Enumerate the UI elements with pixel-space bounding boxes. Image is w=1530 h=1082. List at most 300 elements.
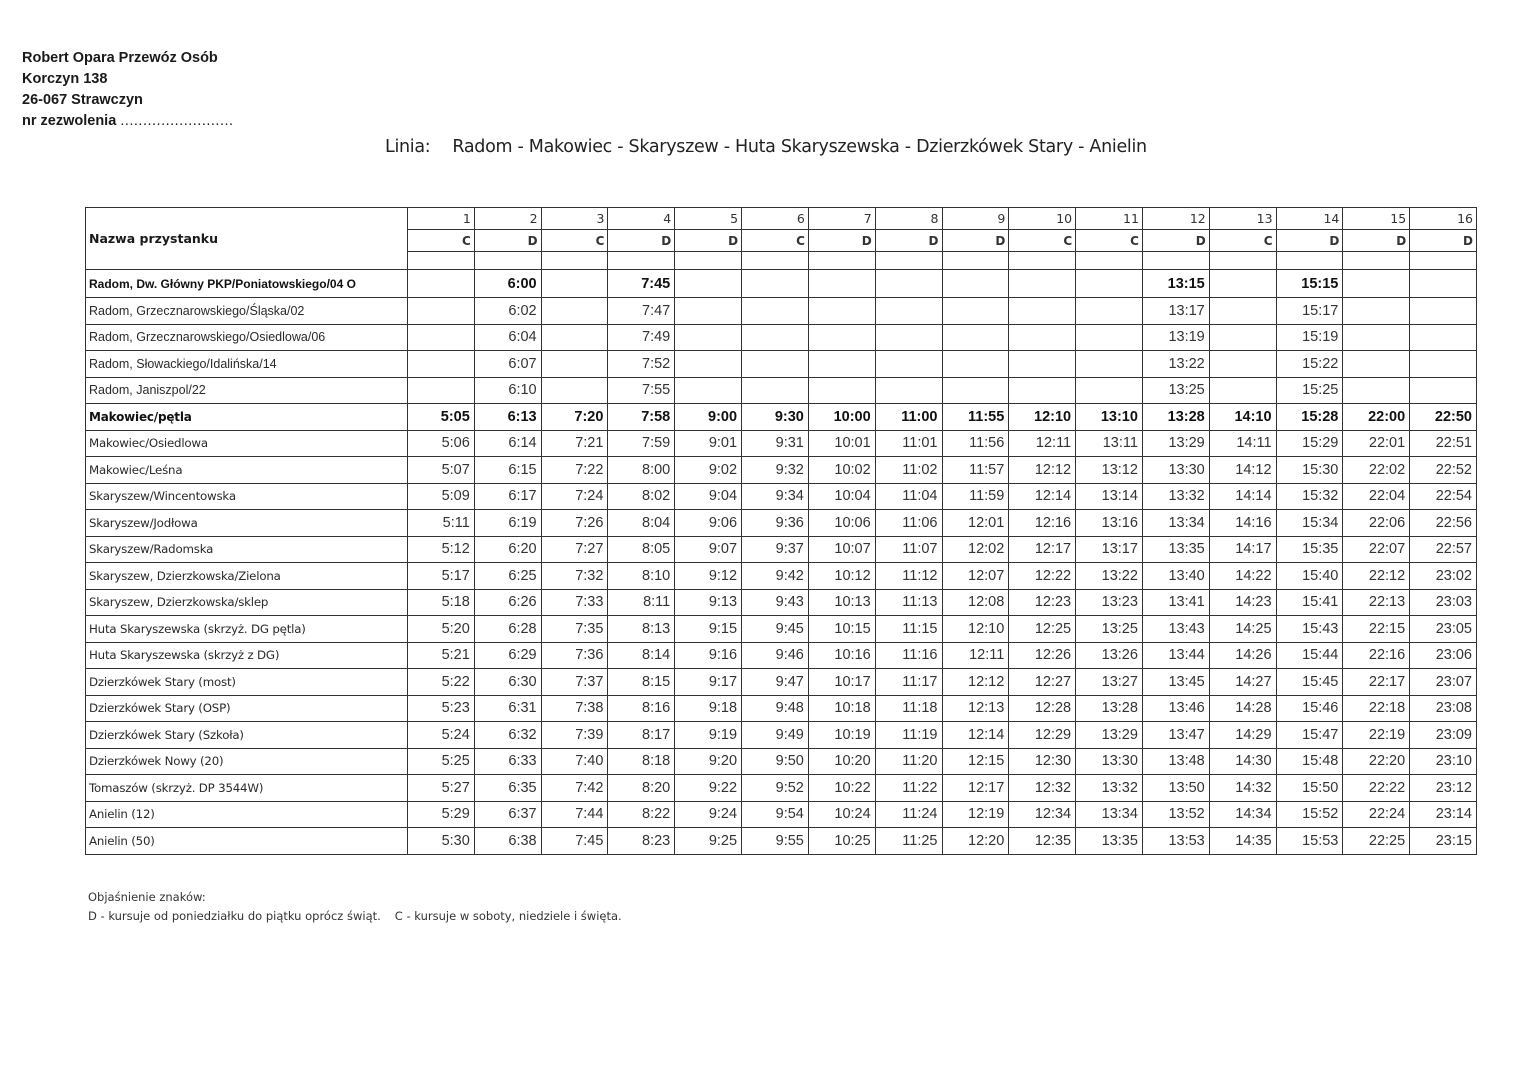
departure-time: 14:30 xyxy=(1209,748,1276,775)
header-spacer-cell xyxy=(1410,252,1477,270)
departure-time: 8:00 xyxy=(608,457,675,484)
stop-row xyxy=(86,324,1477,351)
departure-time: 22:01 xyxy=(1343,430,1410,457)
departure-time: 9:00 xyxy=(675,404,742,431)
stop-name: Radom, Grzecznarowskiego/Śląska/02 xyxy=(86,298,408,325)
course-number: 12 xyxy=(1142,208,1209,230)
company-postal-city: 26-067 Strawczyn xyxy=(22,92,143,108)
departure-time: 6:25 xyxy=(474,563,541,590)
departure-time: 9:18 xyxy=(675,695,742,722)
departure-time: 10:02 xyxy=(808,457,875,484)
departure-time: 5:21 xyxy=(408,642,475,669)
departure-time: 22:50 xyxy=(1410,404,1477,431)
departure-time xyxy=(408,298,475,325)
departure-time xyxy=(1209,324,1276,351)
stop-name: Radom, Dw. Główny PKP/Poniatowskiego/04 O xyxy=(86,270,408,298)
departure-time: 13:28 xyxy=(1142,404,1209,431)
departure-time: 10:15 xyxy=(808,616,875,643)
departure-time: 9:22 xyxy=(675,775,742,802)
departure-time: 6:31 xyxy=(474,695,541,722)
departure-time: 6:26 xyxy=(474,589,541,616)
departure-time xyxy=(675,324,742,351)
course-number: 3 xyxy=(541,208,608,230)
departure-time: 22:15 xyxy=(1343,616,1410,643)
departure-time: 12:26 xyxy=(1009,642,1076,669)
departure-time xyxy=(875,377,942,404)
departure-time: 6:33 xyxy=(474,748,541,775)
departure-time: 7:20 xyxy=(541,404,608,431)
departure-time xyxy=(942,377,1009,404)
timetable xyxy=(85,207,1477,855)
departure-time: 8:13 xyxy=(608,616,675,643)
departure-time xyxy=(541,324,608,351)
departure-time: 14:32 xyxy=(1209,775,1276,802)
header-spacer-cell xyxy=(1009,252,1076,270)
stop-name: Tomaszów (skrzyż. DP 3544W) xyxy=(86,775,408,802)
departure-time: 13:30 xyxy=(1142,457,1209,484)
header-spacer-cell xyxy=(608,252,675,270)
departure-time: 8:20 xyxy=(608,775,675,802)
departure-time: 22:56 xyxy=(1410,510,1477,537)
departure-time: 15:17 xyxy=(1276,298,1343,325)
course-code: C xyxy=(742,230,809,252)
departure-time: 11:17 xyxy=(875,669,942,696)
departure-time: 8:14 xyxy=(608,642,675,669)
departure-time xyxy=(541,270,608,298)
departure-time: 14:29 xyxy=(1209,722,1276,749)
departure-time: 15:35 xyxy=(1276,536,1343,563)
departure-time: 6:17 xyxy=(474,483,541,510)
departure-time: 7:58 xyxy=(608,404,675,431)
course-number: 2 xyxy=(474,208,541,230)
departure-time: 13:15 xyxy=(1142,270,1209,298)
departure-time: 9:12 xyxy=(675,563,742,590)
departure-time xyxy=(1009,324,1076,351)
departure-time: 13:22 xyxy=(1076,563,1143,590)
departure-time: 11:57 xyxy=(942,457,1009,484)
departure-time: 9:19 xyxy=(675,722,742,749)
departure-time: 12:22 xyxy=(1009,563,1076,590)
departure-time: 12:32 xyxy=(1009,775,1076,802)
departure-time: 14:14 xyxy=(1209,483,1276,510)
departure-time: 9:30 xyxy=(742,404,809,431)
stop-column-header: Nazwa przystanku xyxy=(86,208,408,270)
course-code: C xyxy=(408,230,475,252)
departure-time: 13:48 xyxy=(1142,748,1209,775)
departure-time: 8:23 xyxy=(608,828,675,855)
departure-time: 7:22 xyxy=(541,457,608,484)
departure-time: 8:02 xyxy=(608,483,675,510)
stop-row xyxy=(86,695,1477,722)
departure-time: 23:07 xyxy=(1410,669,1477,696)
departure-time: 15:22 xyxy=(1276,351,1343,378)
departure-time xyxy=(675,351,742,378)
departure-time xyxy=(408,377,475,404)
departure-time: 11:20 xyxy=(875,748,942,775)
stop-row xyxy=(86,563,1477,590)
departure-time: 9:48 xyxy=(742,695,809,722)
departure-time xyxy=(875,351,942,378)
departure-time: 10:12 xyxy=(808,563,875,590)
permit-value: ......................... xyxy=(120,113,234,129)
departure-time xyxy=(742,324,809,351)
operator-header xyxy=(22,48,234,132)
departure-time: 15:53 xyxy=(1276,828,1343,855)
stop-name: Radom, Grzecznarowskiego/Osiedlowa/06 xyxy=(86,324,408,351)
departure-time: 5:23 xyxy=(408,695,475,722)
departure-time: 9:43 xyxy=(742,589,809,616)
departure-time: 9:50 xyxy=(742,748,809,775)
departure-time: 13:35 xyxy=(1076,828,1143,855)
departure-time: 13:40 xyxy=(1142,563,1209,590)
departure-time xyxy=(408,351,475,378)
header-spacer-cell xyxy=(1076,252,1143,270)
departure-time: 15:32 xyxy=(1276,483,1343,510)
departure-time xyxy=(1009,298,1076,325)
departure-time: 12:23 xyxy=(1009,589,1076,616)
departure-time: 8:10 xyxy=(608,563,675,590)
header-spacer-cell xyxy=(875,252,942,270)
stop-row xyxy=(86,510,1477,537)
course-number: 15 xyxy=(1343,208,1410,230)
departure-time: 5:05 xyxy=(408,404,475,431)
departure-time: 22:00 xyxy=(1343,404,1410,431)
departure-time: 15:43 xyxy=(1276,616,1343,643)
departure-time: 12:11 xyxy=(1009,430,1076,457)
departure-time: 13:44 xyxy=(1142,642,1209,669)
departure-time xyxy=(1343,324,1410,351)
legend xyxy=(88,888,622,926)
departure-time: 15:41 xyxy=(1276,589,1343,616)
departure-time: 9:52 xyxy=(742,775,809,802)
header-spacer-cell xyxy=(474,252,541,270)
departure-time: 12:17 xyxy=(942,775,1009,802)
departure-time: 7:21 xyxy=(541,430,608,457)
course-code: C xyxy=(541,230,608,252)
departure-time: 8:18 xyxy=(608,748,675,775)
departure-time: 8:16 xyxy=(608,695,675,722)
departure-time: 22:02 xyxy=(1343,457,1410,484)
permit-line xyxy=(22,111,234,132)
departure-time: 12:17 xyxy=(1009,536,1076,563)
departure-time: 11:07 xyxy=(875,536,942,563)
stop-row xyxy=(86,775,1477,802)
departure-time: 10:17 xyxy=(808,669,875,696)
departure-time: 10:00 xyxy=(808,404,875,431)
departure-time xyxy=(408,324,475,351)
departure-time: 6:00 xyxy=(474,270,541,298)
departure-time: 13:27 xyxy=(1076,669,1143,696)
departure-time: 22:16 xyxy=(1343,642,1410,669)
course-number: 6 xyxy=(742,208,809,230)
stop-row xyxy=(86,483,1477,510)
departure-time: 13:35 xyxy=(1142,536,1209,563)
departure-time: 8:15 xyxy=(608,669,675,696)
departure-time: 15:28 xyxy=(1276,404,1343,431)
departure-time: 12:12 xyxy=(942,669,1009,696)
departure-time: 12:10 xyxy=(1009,404,1076,431)
departure-time xyxy=(808,298,875,325)
departure-time xyxy=(1209,377,1276,404)
departure-time: 7:47 xyxy=(608,298,675,325)
course-code: D xyxy=(942,230,1009,252)
departure-time: 10:07 xyxy=(808,536,875,563)
departure-time: 13:30 xyxy=(1076,748,1143,775)
stop-name: Dzierzkówek Stary (OSP) xyxy=(86,695,408,722)
departure-time: 12:35 xyxy=(1009,828,1076,855)
departure-time: 7:39 xyxy=(541,722,608,749)
departure-time: 13:12 xyxy=(1076,457,1143,484)
course-code: D xyxy=(675,230,742,252)
departure-time xyxy=(742,298,809,325)
departure-time: 23:12 xyxy=(1410,775,1477,802)
header-spacer-cell xyxy=(1343,252,1410,270)
departure-time: 7:33 xyxy=(541,589,608,616)
departure-time: 14:17 xyxy=(1209,536,1276,563)
departure-time: 9:17 xyxy=(675,669,742,696)
departure-time: 12:25 xyxy=(1009,616,1076,643)
departure-time: 5:18 xyxy=(408,589,475,616)
departure-time: 7:59 xyxy=(608,430,675,457)
departure-time: 7:45 xyxy=(608,270,675,298)
departure-time: 12:19 xyxy=(942,801,1009,828)
course-number: 8 xyxy=(875,208,942,230)
departure-time xyxy=(1343,377,1410,404)
departure-time: 15:52 xyxy=(1276,801,1343,828)
stop-name: Makowiec/Leśna xyxy=(86,457,408,484)
course-code: D xyxy=(1276,230,1343,252)
departure-time: 13:32 xyxy=(1076,775,1143,802)
departure-time: 13:41 xyxy=(1142,589,1209,616)
departure-time xyxy=(675,298,742,325)
departure-time: 22:07 xyxy=(1343,536,1410,563)
course-number-row xyxy=(86,208,1477,230)
departure-time xyxy=(1009,351,1076,378)
header-spacer-cell xyxy=(541,252,608,270)
stop-name: Skaryszew, Dzierzkowska/Zielona xyxy=(86,563,408,590)
departure-time: 13:10 xyxy=(1076,404,1143,431)
course-number: 13 xyxy=(1209,208,1276,230)
legend-title: Objaśnienie znaków: xyxy=(88,890,206,904)
departure-time xyxy=(875,324,942,351)
course-code: C xyxy=(1009,230,1076,252)
departure-time: 6:19 xyxy=(474,510,541,537)
departure-time xyxy=(875,298,942,325)
departure-time: 10:06 xyxy=(808,510,875,537)
course-number: 10 xyxy=(1009,208,1076,230)
departure-time: 12:11 xyxy=(942,642,1009,669)
departure-time xyxy=(675,377,742,404)
course-number: 16 xyxy=(1410,208,1477,230)
departure-time: 13:16 xyxy=(1076,510,1143,537)
departure-time: 8:05 xyxy=(608,536,675,563)
departure-time: 23:10 xyxy=(1410,748,1477,775)
permit-label: nr zezwolenia xyxy=(22,113,117,129)
departure-time: 23:09 xyxy=(1410,722,1477,749)
departure-time: 12:14 xyxy=(942,722,1009,749)
departure-time: 13:23 xyxy=(1076,589,1143,616)
departure-time: 13:32 xyxy=(1142,483,1209,510)
departure-time: 7:52 xyxy=(608,351,675,378)
departure-time: 14:12 xyxy=(1209,457,1276,484)
departure-time: 9:13 xyxy=(675,589,742,616)
departure-time: 9:37 xyxy=(742,536,809,563)
course-number: 9 xyxy=(942,208,1009,230)
departure-time xyxy=(1076,324,1143,351)
departure-time: 6:10 xyxy=(474,377,541,404)
departure-time: 10:24 xyxy=(808,801,875,828)
departure-time: 12:28 xyxy=(1009,695,1076,722)
departure-time: 22:04 xyxy=(1343,483,1410,510)
departure-time: 6:28 xyxy=(474,616,541,643)
course-number: 5 xyxy=(675,208,742,230)
departure-time xyxy=(1076,377,1143,404)
departure-time: 7:42 xyxy=(541,775,608,802)
stop-row xyxy=(86,536,1477,563)
departure-time: 13:17 xyxy=(1142,298,1209,325)
departure-time xyxy=(742,351,809,378)
departure-time: 15:44 xyxy=(1276,642,1343,669)
departure-time: 12:07 xyxy=(942,563,1009,590)
departure-time: 13:22 xyxy=(1142,351,1209,378)
departure-time: 11:06 xyxy=(875,510,942,537)
departure-time xyxy=(541,351,608,378)
departure-time: 9:16 xyxy=(675,642,742,669)
stop-row xyxy=(86,430,1477,457)
departure-time: 8:04 xyxy=(608,510,675,537)
departure-time: 12:12 xyxy=(1009,457,1076,484)
stop-name: Skaryszew/Wincentowska xyxy=(86,483,408,510)
departure-time: 23:02 xyxy=(1410,563,1477,590)
departure-time: 9:46 xyxy=(742,642,809,669)
legend-items xyxy=(88,907,622,926)
departure-time: 9:04 xyxy=(675,483,742,510)
header-spacer-cell xyxy=(1276,252,1343,270)
departure-time: 13:53 xyxy=(1142,828,1209,855)
departure-time: 10:22 xyxy=(808,775,875,802)
departure-time: 11:16 xyxy=(875,642,942,669)
departure-time: 12:01 xyxy=(942,510,1009,537)
departure-time: 7:49 xyxy=(608,324,675,351)
departure-time: 13:47 xyxy=(1142,722,1209,749)
course-code: C xyxy=(1076,230,1143,252)
course-number: 7 xyxy=(808,208,875,230)
departure-time: 22:54 xyxy=(1410,483,1477,510)
departure-time: 6:38 xyxy=(474,828,541,855)
departure-time: 11:12 xyxy=(875,563,942,590)
departure-time: 6:07 xyxy=(474,351,541,378)
departure-time: 9:55 xyxy=(742,828,809,855)
stop-row xyxy=(86,589,1477,616)
departure-time: 6:32 xyxy=(474,722,541,749)
departure-time xyxy=(808,351,875,378)
departure-time xyxy=(808,270,875,298)
departure-time: 12:20 xyxy=(942,828,1009,855)
departure-time: 9:15 xyxy=(675,616,742,643)
stop-name: Makowiec/pętla xyxy=(86,404,408,431)
departure-time: 6:02 xyxy=(474,298,541,325)
departure-time: 22:18 xyxy=(1343,695,1410,722)
departure-time xyxy=(1076,351,1143,378)
departure-time: 9:45 xyxy=(742,616,809,643)
company-name: Robert Opara Przewóz Osób xyxy=(22,50,218,66)
departure-time: 7:24 xyxy=(541,483,608,510)
departure-time: 14:34 xyxy=(1209,801,1276,828)
departure-time: 5:09 xyxy=(408,483,475,510)
departure-time: 13:14 xyxy=(1076,483,1143,510)
course-code: C xyxy=(1209,230,1276,252)
departure-time: 23:14 xyxy=(1410,801,1477,828)
stop-name: Radom, Słowackiego/Idalińska/14 xyxy=(86,351,408,378)
departure-time: 12:08 xyxy=(942,589,1009,616)
departure-time: 9:25 xyxy=(675,828,742,855)
departure-time xyxy=(1009,270,1076,298)
departure-time: 8:17 xyxy=(608,722,675,749)
departure-time: 15:34 xyxy=(1276,510,1343,537)
departure-time: 13:28 xyxy=(1076,695,1143,722)
departure-time: 10:25 xyxy=(808,828,875,855)
course-number: 11 xyxy=(1076,208,1143,230)
departure-time: 5:24 xyxy=(408,722,475,749)
departure-time: 22:13 xyxy=(1343,589,1410,616)
departure-time: 15:29 xyxy=(1276,430,1343,457)
departure-time: 14:22 xyxy=(1209,563,1276,590)
departure-time: 6:04 xyxy=(474,324,541,351)
departure-time: 22:17 xyxy=(1343,669,1410,696)
course-number: 14 xyxy=(1276,208,1343,230)
departure-time: 12:16 xyxy=(1009,510,1076,537)
departure-time xyxy=(808,324,875,351)
departure-time: 7:37 xyxy=(541,669,608,696)
departure-time xyxy=(1410,377,1477,404)
departure-time: 11:56 xyxy=(942,430,1009,457)
stop-row xyxy=(86,642,1477,669)
departure-time: 15:15 xyxy=(1276,270,1343,298)
course-code: D xyxy=(474,230,541,252)
course-code: D xyxy=(608,230,675,252)
departure-time: 11:22 xyxy=(875,775,942,802)
departure-time: 22:51 xyxy=(1410,430,1477,457)
stop-row xyxy=(86,270,1477,298)
stop-row xyxy=(86,828,1477,855)
departure-time: 15:47 xyxy=(1276,722,1343,749)
departure-time: 15:19 xyxy=(1276,324,1343,351)
departure-time: 13:19 xyxy=(1142,324,1209,351)
stop-row xyxy=(86,722,1477,749)
departure-time: 9:47 xyxy=(742,669,809,696)
departure-time: 12:14 xyxy=(1009,483,1076,510)
line-route: Radom - Makowiec - Skaryszew - Huta Skaryszewska - Dzierzkówek Stary - Anielin xyxy=(452,137,1147,157)
departure-time: 11:13 xyxy=(875,589,942,616)
departure-time: 9:34 xyxy=(742,483,809,510)
departure-time: 11:25 xyxy=(875,828,942,855)
stop-name: Anielin (12) xyxy=(86,801,408,828)
departure-time: 15:25 xyxy=(1276,377,1343,404)
departure-time: 22:24 xyxy=(1343,801,1410,828)
departure-time: 5:27 xyxy=(408,775,475,802)
stop-name: Dzierzkówek Stary (most) xyxy=(86,669,408,696)
departure-time: 9:32 xyxy=(742,457,809,484)
stop-row xyxy=(86,351,1477,378)
departure-time: 11:59 xyxy=(942,483,1009,510)
departure-time xyxy=(1410,298,1477,325)
departure-time: 12:30 xyxy=(1009,748,1076,775)
departure-time: 10:20 xyxy=(808,748,875,775)
departure-time: 15:45 xyxy=(1276,669,1343,696)
stop-name: Huta Skaryszewska (skrzyż. DG pętla) xyxy=(86,616,408,643)
departure-time: 5:11 xyxy=(408,510,475,537)
departure-time: 5:25 xyxy=(408,748,475,775)
